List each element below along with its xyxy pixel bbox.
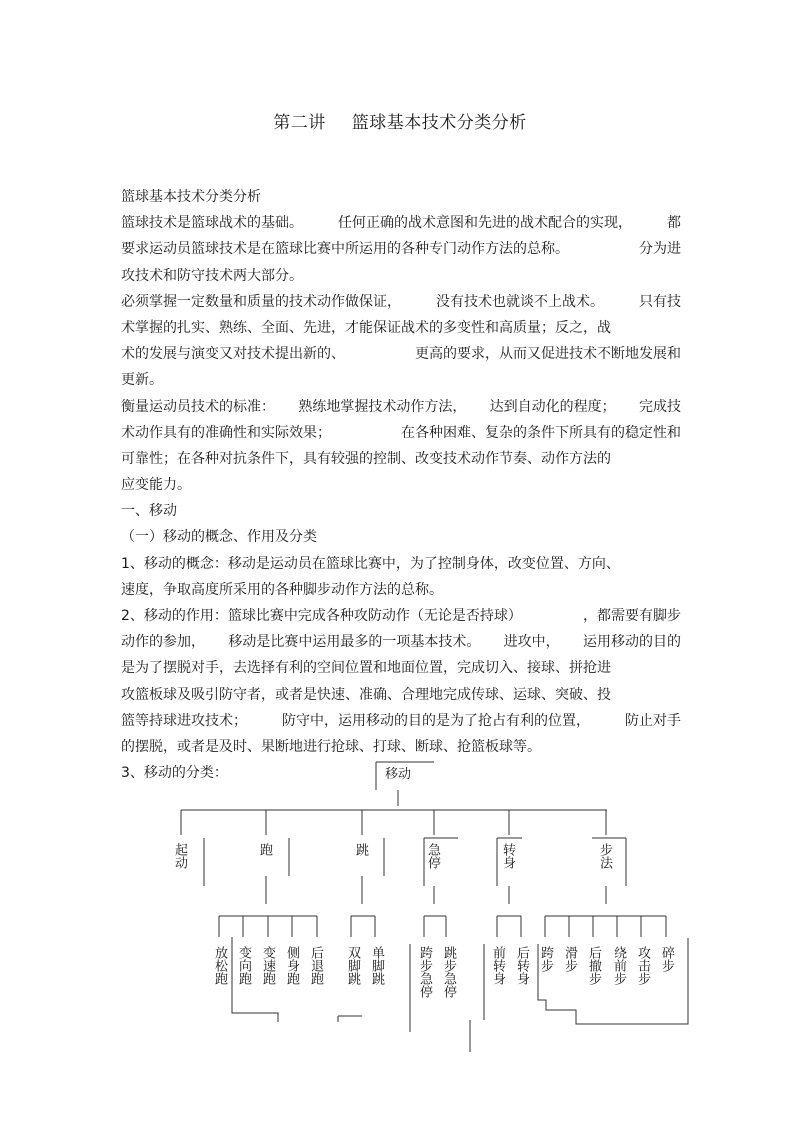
text-segment: 要求运动员篮球技术是在篮球比赛中所运用的各种专门动作方法的总称。 <box>121 241 569 258</box>
text-segment: 达到自动化的程度； <box>489 398 616 415</box>
text-segment: 没有技术也就谈不上战术。 <box>436 293 604 310</box>
tree-level2-node: 跨步 <box>538 946 553 972</box>
text-line <box>121 498 681 524</box>
text-line <box>121 420 681 446</box>
text-segment: 是为了摆脱对手，去选择有利的空间位置和地面位置，完成切入、接球、拼抢进 <box>121 660 611 677</box>
text-line <box>121 394 681 420</box>
text-segment: 攻技术和防守技术两大部分。 <box>121 267 303 284</box>
text-line <box>121 236 681 262</box>
text-segment: 3、移动的分类： <box>121 765 228 782</box>
lecture-number: 第二讲 <box>273 113 326 133</box>
text-segment: 篮球基本技术分类分析 <box>121 189 261 205</box>
tree-level2-node: 跳步急停 <box>441 946 456 998</box>
text-segment: 篮等持球进攻技术； <box>121 712 247 729</box>
text-segment: 在各种困难、复杂的条件下所具有的稳定性和 <box>401 424 681 441</box>
tree-level2-node: 后退跑 <box>308 946 323 985</box>
text-segment: 攻篮板球及吸引防守者，或者是快速、准确、合理地完成传球、运球、突破、投 <box>121 686 611 703</box>
tree-level1-node: 起动 <box>172 843 187 869</box>
text-segment: 运用移动的目的 <box>582 634 681 651</box>
tree-level1-node: 转身 <box>500 843 515 869</box>
text-line <box>121 629 681 655</box>
text-segment: 任何正确的战术意图和先进的战术配合的实现， <box>338 215 632 232</box>
tree-level2-node: 变速跑 <box>260 946 275 985</box>
text-segment: （一）移动的概念、作用及分类 <box>121 529 317 546</box>
tree-level2-node: 绕前步 <box>611 946 626 985</box>
text-segment: 术的发展与演变又对技术提出新的、 <box>121 346 345 363</box>
text-segment: 一、移动 <box>121 503 177 520</box>
text-segment: 熟练地掌握技术动作方法， <box>298 398 467 415</box>
text-segment: 术掌握的扎实、熟练、全面、先进，才能保证战术的多变性和高质量；反之，战 <box>121 319 611 336</box>
text-line <box>121 551 681 577</box>
text-line <box>121 184 681 210</box>
page-title <box>0 108 800 133</box>
text-segment: 术动作具有的准确性和实际效果； <box>121 424 331 441</box>
tree-level2-node: 双脚跳 <box>345 946 360 985</box>
text-segment: 1、移动的概念：移动是运动员在篮球比赛中，为了控制身体，改变位置、方向、 <box>121 555 620 572</box>
text-segment: ，都需要有脚步 <box>583 608 681 624</box>
tree-level2-node: 侧身跑 <box>284 946 299 985</box>
text-line <box>121 315 681 341</box>
document-body <box>121 184 681 786</box>
text-segment: 移动是比赛中运用最多的一项基本技术。 <box>228 634 481 651</box>
text-line <box>121 263 681 289</box>
tree-level1-node: 步法 <box>597 843 612 869</box>
text-segment: 进攻中， <box>503 634 560 651</box>
text-segment: 只有技 <box>639 293 681 310</box>
text-segment: 可靠性；在各种对抗条件下，具有较强的控制、改变技术动作节奏、动作方法的 <box>121 450 611 467</box>
text-segment: 衡量运动员技术的标准： <box>121 398 275 415</box>
text-segment: 都 <box>667 215 681 232</box>
text-segment: 速度，争取高度所采用的各种脚步动作方法的总称。 <box>121 581 443 598</box>
text-segment: 防守中，运用移动的目的是为了抢占有利的位置， <box>282 712 590 729</box>
text-segment: 防止对手 <box>625 712 681 729</box>
tree-level2-node: 单脚跳 <box>369 946 384 985</box>
tree-level2-node: 跨步急停 <box>417 946 432 998</box>
text-line <box>121 655 681 681</box>
text-line <box>121 289 681 315</box>
text-line <box>121 341 681 367</box>
text-line <box>121 524 681 550</box>
text-line <box>121 472 681 498</box>
text-line <box>121 603 681 629</box>
tree-level2-node: 后转身 <box>514 946 529 985</box>
tree-level1-node: 跳 <box>353 843 368 856</box>
text-line <box>121 446 681 472</box>
text-segment: 应变能力。 <box>121 477 191 494</box>
tree-level2-node: 变向跑 <box>236 946 251 985</box>
text-line <box>121 210 681 236</box>
tree-level2-node: 放松跑 <box>212 946 227 985</box>
text-line <box>121 367 681 393</box>
lecture-topic: 篮球基本技术分类分析 <box>351 113 527 133</box>
tree-level2-node: 后撤步 <box>586 946 601 985</box>
text-segment: 动作的参加， <box>121 634 205 651</box>
tree-level2-node: 前转身 <box>490 946 505 985</box>
text-segment: 的摆脱，或者是及时、果断地进行抢球、打球、断球、抢篮板球等。 <box>121 738 541 755</box>
text-segment: 更新。 <box>121 372 163 389</box>
tree-level2-node: 碎步 <box>659 946 674 972</box>
text-segment: 必须掌握一定数量和质量的技术动作做保证， <box>121 293 401 310</box>
text-line <box>121 682 681 708</box>
text-segment: 分为进 <box>639 241 681 258</box>
text-segment: 完成技 <box>638 398 681 415</box>
tree-level2-node: 滑步 <box>562 946 577 972</box>
text-segment: 2、移动的作用：篮球比赛中完成各种攻防动作（无论是否持球） <box>121 608 522 624</box>
text-segment: 更高的要求，从而又促进技术不断地发展和 <box>415 346 681 363</box>
tree-level1-node: 跑 <box>257 843 272 856</box>
text-line <box>121 577 681 603</box>
text-line <box>121 708 681 734</box>
text-line <box>121 734 681 760</box>
tree-root-node: 移动 <box>384 767 411 782</box>
tree-level2-node: 攻击步 <box>635 946 650 985</box>
text-segment: 篮球技术是篮球战术的基础。 <box>121 215 303 232</box>
tree-level1-node: 急停 <box>425 843 440 869</box>
